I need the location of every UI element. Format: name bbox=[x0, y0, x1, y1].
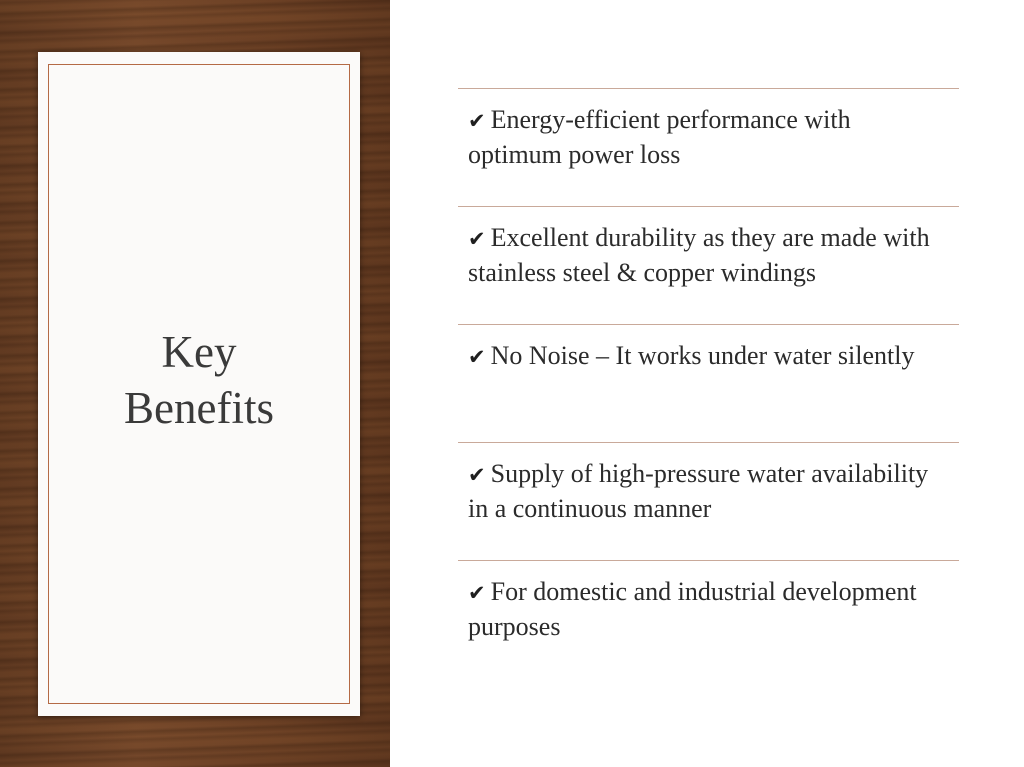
benefit-item bbox=[458, 442, 959, 560]
title-card bbox=[38, 52, 360, 716]
benefit-item bbox=[458, 560, 959, 678]
checkmark-icon: ✔ bbox=[468, 345, 486, 369]
title-card-frame bbox=[48, 64, 350, 704]
checkmark-icon: ✔ bbox=[468, 109, 486, 133]
checkmark-icon: ✔ bbox=[468, 227, 486, 251]
benefits-list bbox=[458, 88, 959, 678]
checkmark-icon: ✔ bbox=[468, 463, 486, 487]
benefit-item bbox=[458, 206, 959, 324]
benefit-item bbox=[458, 324, 959, 442]
benefit-item bbox=[458, 88, 959, 206]
slide-title bbox=[79, 324, 319, 436]
benefit-text: Supply of high-pressure water availability in a continuous manner bbox=[468, 459, 929, 523]
slide-title-line-2: Benefits bbox=[124, 383, 274, 433]
slide-title-line-1: Key bbox=[161, 327, 237, 377]
benefit-text: Excellent durability as they are made with stainless steel & copper windings bbox=[468, 223, 930, 287]
checkmark-icon: ✔ bbox=[468, 581, 486, 605]
benefit-text: Energy-efficient performance with optimum power loss bbox=[468, 105, 851, 169]
benefit-text: For domestic and industrial development purposes bbox=[468, 577, 917, 641]
benefit-text: No Noise – It works under water silently bbox=[490, 341, 915, 370]
